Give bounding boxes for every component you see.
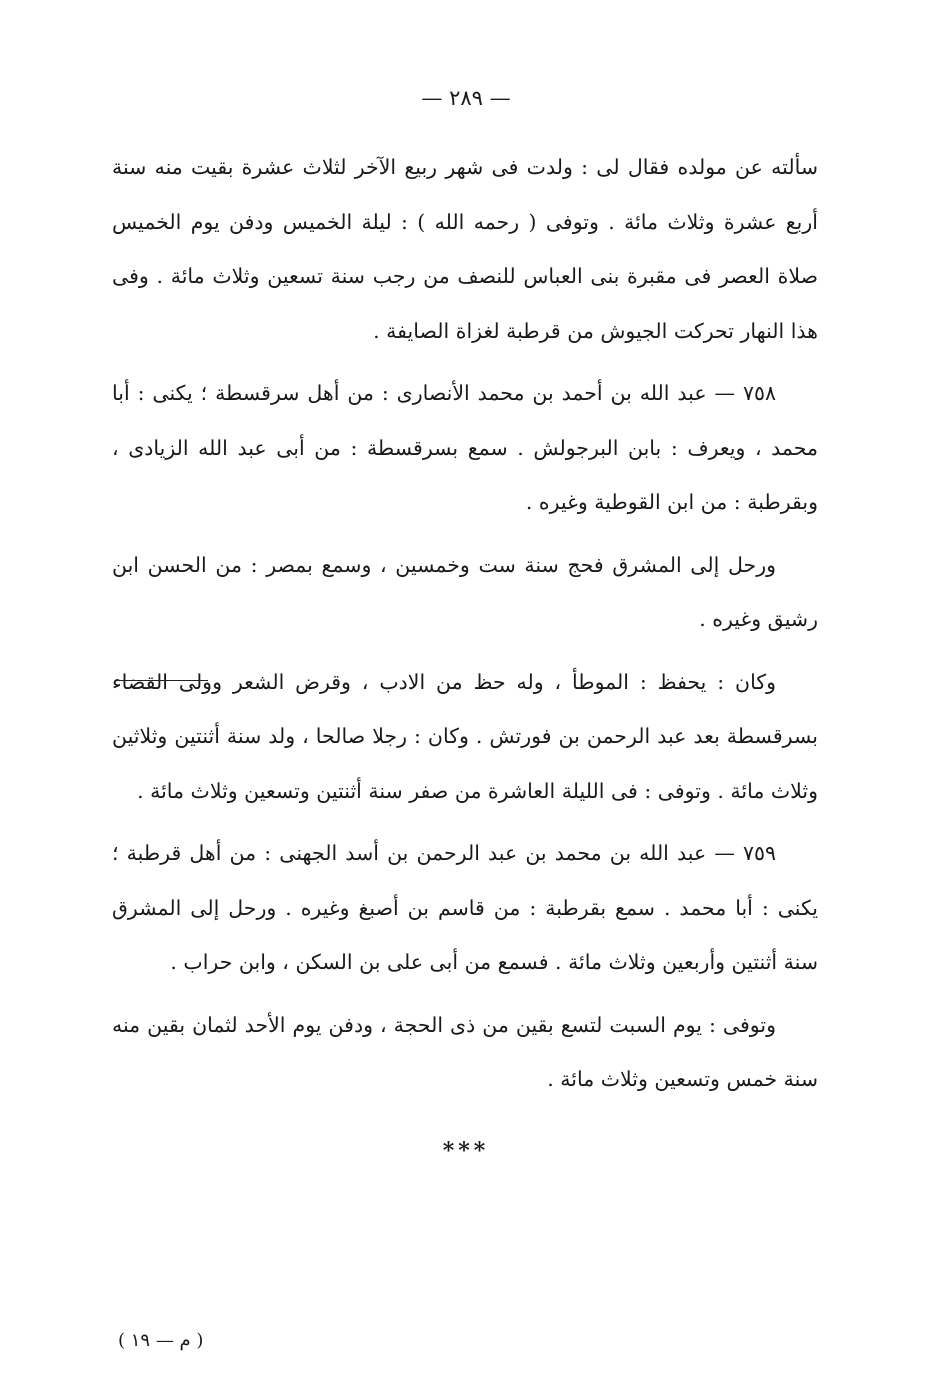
- paragraph-death-758: وكان : يحفظ : الموطأ ، وله حظ من الادب ، وقرض الشعر وولى القضاء بسرقسطة بعد عبد الرحمن بن فورتش . وكان : رجلا صالحا ، ولد سنة أثنتين وثلاثين وثلاث مائة . وتوفى : فى الليلة العاشرة من صفر سنة أثنتين وتسعين وثلاث مائة .: [112, 669, 818, 803]
- body-text: [112, 140, 818, 1107]
- paragraph-travel-758: ورحل إلى المشرق فحج سنة ست وخمسين ، وسمع بمصر : من الحسن ابن رشيق وغيره .: [112, 552, 818, 631]
- paragraph-continuation: سألته عن مولده فقال لى : ولدت فى شهر ربيع الآخر لثلاث عشرة بقيت منه سنة أربع عشرة وثلاث مائة . وتوفى ( رحمه الله ) : ليلة الخميس ودفن يوم الخميس صلاة العصر فى مقبرة بنى العباس للنصف من رجب سنة تسعين وثلاث مائة . وفى هذا النهار تحركت الجيوش من قرطبة لغزاة الصايفة .: [112, 155, 818, 343]
- entry-758: ٧٥٨ — عبد الله بن أحمد بن محمد الأنصارى : من أهل سرقسطة ؛ يكنى : أبا محمد ، ويعرف : بابن البرجولش . سمع بسرقسطة : من أبى عبد الله الزيادى ، وبقرطبة : من ابن القوطية وغيره .: [112, 381, 818, 514]
- section-end-asterisks: ***: [442, 1138, 490, 1164]
- paragraph-death-759: وتوفى : يوم السبت لتسع بقين من ذى الحجة ، ودفن يوم الأحد لثمان بقين منه سنة خمس وتسعين وثلاث مائة .: [112, 1012, 818, 1091]
- underline-mark: [118, 680, 208, 681]
- page-number: — ٢٨٩ —: [421, 86, 511, 110]
- signature-mark: ( م — ١٩ ): [118, 1330, 204, 1351]
- entry-759: ٧٥٩ — عبد الله بن محمد بن عبد الرحمن بن أسد الجهنى : من أهل قرطبة ؛ يكنى : أبا محمد . سمع بقرطبة : من قاسم بن أصبغ وغيره . ورحل إلى المشرق سنة أثنتين وأربعين وثلاث مائة . فسمع من أبى على بن السكن ، وابن حراب .: [112, 841, 818, 974]
